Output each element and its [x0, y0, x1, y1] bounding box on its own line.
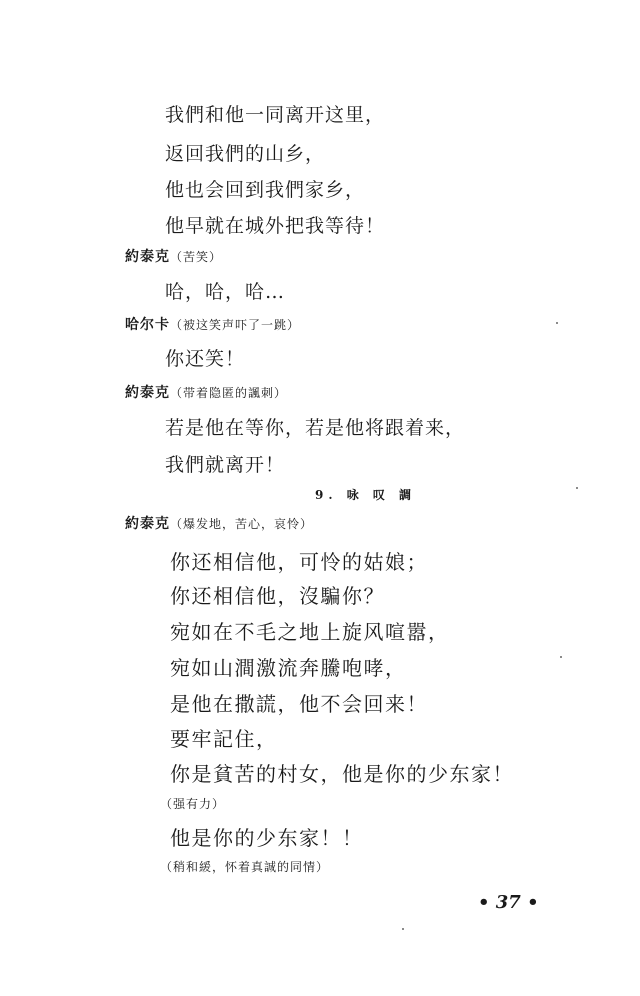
speaker-line — [125, 314, 300, 334]
speaker-name: 約泰克 — [125, 249, 170, 265]
speck — [556, 322, 558, 324]
verse-line: 返回我們的山乡， — [165, 143, 326, 165]
section-heading: 9. 咏 叹 調 — [315, 488, 417, 502]
verse-line: 他也会回到我們家乡， — [165, 179, 366, 201]
speaker-name: 約泰克 — [125, 385, 170, 401]
stage-direction: （苦笑） — [170, 250, 223, 264]
speaker-line — [125, 513, 313, 533]
verse-line: 我們就离开！ — [165, 454, 286, 476]
stage-direction: （爆发地，苦心，哀怜） — [170, 517, 314, 531]
verse-line: 你是貧苦的村女，他是你的少东家！ — [170, 762, 514, 786]
speck — [402, 928, 404, 930]
performance-note: （强有力） — [160, 797, 226, 811]
verse-line: 他早就在城外把我等待！ — [165, 215, 386, 237]
speaker-name: 約泰克 — [125, 516, 170, 532]
speck — [560, 656, 562, 658]
verse-line: 你还笑！ — [165, 348, 246, 370]
speaker-name: 哈尔卡 — [125, 317, 170, 333]
verse-line: 要牢記住， — [170, 727, 278, 751]
stage-direction: （带着隐匿的諷刺） — [170, 386, 288, 400]
stage-direction: （被这笑声吓了一跳） — [170, 318, 301, 332]
verse-line: 是他在撒謊，他不会回来！ — [170, 692, 428, 716]
verse-line: 我們和他一同离开这里， — [165, 104, 386, 126]
speaker-line — [125, 382, 287, 402]
speck — [576, 487, 578, 489]
verse-line: 你还相信他，沒騙你？ — [170, 584, 385, 608]
verse-line: 哈，哈，哈… — [165, 281, 286, 303]
verse-line: 若是他在等你，若是他将跟着来， — [165, 417, 466, 439]
verse-line: 他是你的少东家！！ — [170, 826, 364, 850]
performance-note: （稍和緩，怀着真誠的同情） — [160, 860, 330, 874]
verse-line: 你还相信他，可怜的姑娘； — [170, 550, 428, 574]
verse-line: 宛如在不毛之地上旋风喧嚣， — [170, 620, 450, 644]
page-number: • 37 • — [478, 892, 539, 913]
speaker-line — [125, 246, 222, 266]
verse-line: 宛如山澗激流奔騰咆哮， — [170, 656, 407, 680]
